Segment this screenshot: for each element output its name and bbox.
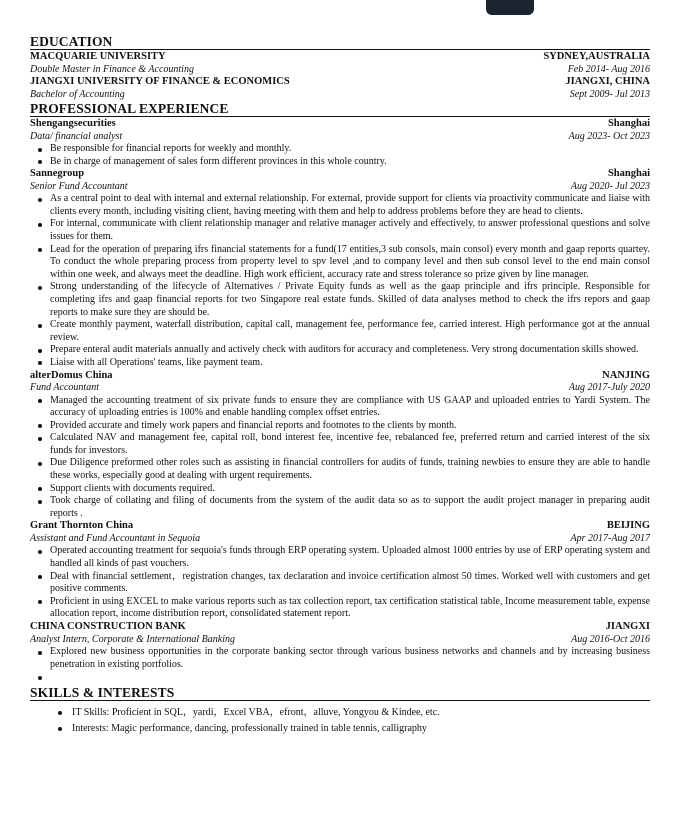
- job-role: Fund Accountant: [30, 382, 99, 393]
- resume-page: [30, 34, 650, 737]
- degree: Bachelor of Accounting: [30, 88, 125, 100]
- job-bullets: [30, 193, 650, 369]
- job-entry: [30, 370, 650, 521]
- bullet-item: Be responsible for financial reports for weekly and monthly.: [50, 143, 650, 156]
- degree: Double Master in Finance & Accounting: [30, 63, 194, 75]
- company-name: Shengangsecurities: [30, 118, 116, 129]
- job-entry: [30, 118, 650, 168]
- company-name: Sannegroup: [30, 168, 85, 180]
- job-dates: Aug 2023- Oct 2023: [568, 130, 650, 142]
- job-bullets: [30, 545, 650, 621]
- education-heading: EDUCATION: [30, 34, 650, 50]
- bullet-item: Lead for the operation of preparing ifrs financial statements for a fund(17 entities,3 sub consols, main consol) every month and gaap reports quartey. To conduct the whole preparing process from property level to spv level ,and to company level and then sub consol level to the end main consol within one week, and always meet the deadline. High work efficient, accuracy rate and stress tolerance so prize given by line manager.: [50, 243, 650, 280]
- job-dates: Aug 2017-July 2020: [568, 382, 650, 393]
- job-entry: [30, 520, 650, 621]
- education-entry: [30, 51, 650, 76]
- company-name: alterDomus China: [30, 369, 113, 381]
- job-bullets: [30, 143, 650, 168]
- job-dates: Aug 2016-Oct 2016: [571, 633, 650, 645]
- bullet-item: Proficient in using EXCEL to make various reports such as tax collection report, tax certification statistical table, Income measurement table, expense allocation report, income distribution report, consolidated statement report.: [50, 595, 650, 620]
- bullet-item: Managed the accounting treatment of six private funds to ensure they are compliance with US GAAP and uploaded entries to Yardi System. The accuracy of uploading entries is 100% and enable handling complex offset entries.: [50, 394, 650, 419]
- education-dates: Feb 2014- Aug 2016: [567, 63, 650, 75]
- experience-section: [30, 101, 650, 684]
- bullet-item: Explored new business opportunities in the corporate banking sector through various business networks and channels and by increasing business penetration in existing portfolios.: [50, 646, 650, 670]
- school-name: JIANGXI UNIVERSITY OF FINANCE & ECONOMICS: [30, 76, 290, 87]
- bullet-item: Provided accurate and timely work papers and financial reports and footnotes to the clients by month.: [50, 420, 650, 433]
- school-location: SYDNEY,AUSTRALIA: [543, 51, 650, 62]
- job-role: Analyst Intern, Corporate & International Banking: [30, 633, 235, 645]
- company-name: CHINA CONSTRUCTION BANK: [30, 621, 186, 632]
- job-role: Assistant and Fund Accountant in Sequoia: [30, 532, 201, 544]
- skills-section: [30, 685, 650, 737]
- education-dates: Sept 2009- Jul 2013: [569, 88, 650, 100]
- bullet-item: Create monthly payment, waterfall distribution, capital call, management fee, performance fee, carried interest. High performance got at the annual review.: [50, 319, 650, 343]
- skill-item: IT Skills: Proficient in SQL，yardi，Excel VBA，efront，alluve, Yongyou & Kindee, etc.: [72, 705, 650, 721]
- job-role: Senior Fund Accountant: [30, 180, 128, 192]
- skills-heading: SKILLS & INTERESTS: [30, 685, 650, 701]
- job-location: BEIJING: [606, 520, 650, 532]
- bullet-item: Due Diligence preformed other roles such as assisting in financial controllers for audits of funds, training newbies to ensure they are able to handle these works, especially good at dealing with urgent requirements.: [50, 457, 650, 482]
- bullet-item: Strong understanding of the lifecycle of Alternatives / Private Equity funds as well as the gaap principle and ifrs principle. Responsible for completing ifrs and gaap financial reports for two Singapore real estate funds. Skilled of data analyses method to check the ifrs repors and gaap reports to make sure they are should be.: [50, 281, 650, 318]
- job-bullets: [30, 646, 650, 684]
- education-entry: [30, 76, 650, 101]
- job-bullets: [30, 395, 650, 521]
- skill-item: Interests: Magic performance, dancing, professionally trained in table tennis, calligraphy: [72, 721, 650, 737]
- school-location: JIANGXI, CHINA: [565, 76, 650, 87]
- bullet-item: Prepare enteral audit materials annually and actively check with auditors for accuracy and completeness. Very strong documentation skills showed.: [50, 344, 650, 357]
- skills-list: [30, 705, 650, 737]
- job-entry: [30, 621, 650, 684]
- empty-bullet-item: [50, 671, 650, 684]
- job-dates: Apr 2017-Aug 2017: [570, 532, 650, 544]
- job-location: Shanghai: [607, 118, 650, 129]
- experience-heading: PROFESSIONAL EXPERIENCE: [30, 101, 650, 117]
- bullet-item: Deal with financial settlement，registration changes, tax declaration and invoice certification almost 50 times. Worked well with customers and get positive comments.: [50, 570, 650, 595]
- school-name: MACQUARIE UNIVERSITY: [30, 51, 166, 62]
- job-location: JIANGXI: [605, 621, 650, 632]
- job-location: NANJING: [602, 369, 650, 381]
- bullet-item: Support clients with documents required.: [50, 483, 650, 496]
- job-location: Shanghai: [607, 168, 650, 180]
- bullet-item: Liaise with all Operations' teams, like payment team.: [50, 357, 650, 370]
- profile-photo-fragment: [486, 0, 534, 15]
- company-name: Grant Thornton China: [30, 520, 134, 532]
- bullet-item: Be in charge of management of sales form different provinces in this whole country.: [50, 156, 650, 169]
- bullet-item: Calculated NAV and management fee, capital roll, bond interest fee, incentive fee, rebalanced fee, preferred return and carried interest of the six funds for investors.: [50, 432, 650, 456]
- bullet-item: Took charge of collating and filing of documents from the system of the audit data so as to support the audit project manager in preparing audit reports .: [50, 495, 650, 519]
- bullet-item: For internal, communicate with client relationship manager and relative manager actively and effectively, to answer professional questions and solve issues for them.: [50, 218, 650, 242]
- job-role: Data/ financial analyst: [30, 130, 123, 142]
- job-entry: [30, 168, 650, 369]
- education-section: [30, 34, 650, 101]
- job-dates: Aug 2020- Jul 2023: [570, 180, 650, 192]
- bullet-item: As a central point to deal with internal and external relationship. For external, provide support for clients via proactivity communicate and liaise with clients every month, including visiting client, having meeting with them and help to address problems before they are head to clients.: [50, 193, 650, 217]
- bullet-item: Operated accounting treatment for sequoia's funds through ERP operating system. Uploaded almost 1000 entries by use of ERP operating system and handled all kinds of past vouchers.: [50, 545, 650, 570]
